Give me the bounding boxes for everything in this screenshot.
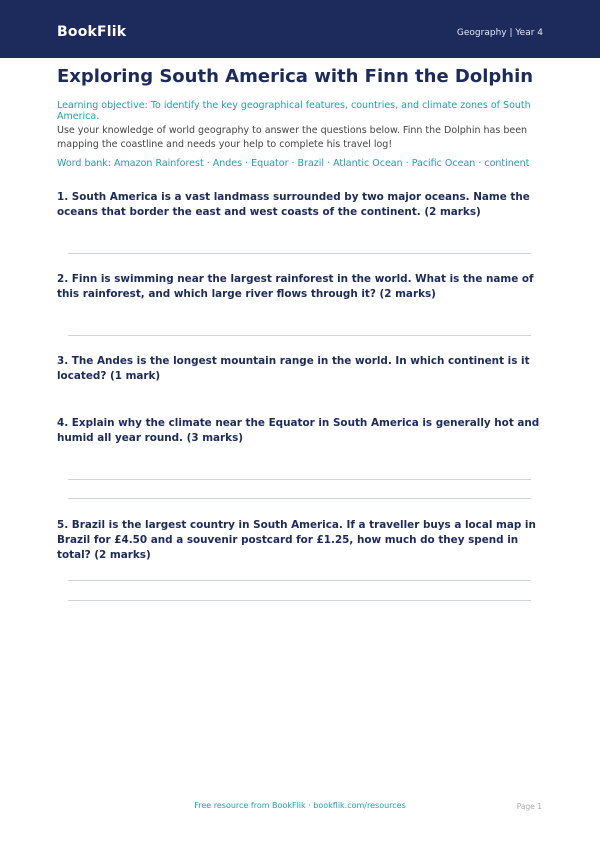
question-1: 1. South America is a vast landmass surrounded by two major oceans. Name the oceans that border the east and west coasts of the continent. (2 marks) — [57, 191, 530, 218]
answer-line[interactable] — [68, 498, 531, 499]
intro-text: Use your knowledge of world geography to answer the questions below. Finn the Dolphin has been mapping the coastline and needs your help to complete his travel log! — [57, 125, 528, 150]
question-3: 3. The Andes is the longest mountain range in the world. In which continent is it located? (1 mark) — [57, 355, 530, 382]
answer-line[interactable] — [68, 600, 531, 601]
answer-line[interactable] — [68, 580, 531, 581]
learning-objective: Learning objective: To identify the key geographical features, countries, and climate zones of South America. — [57, 100, 531, 122]
header-bar — [0, 0, 600, 58]
answer-line[interactable] — [68, 479, 531, 480]
subject-year-label: Geography | Year 4 — [456, 28, 543, 38]
word-bank: Word bank: Amazon Rainforest · Andes · Equator · Brazil · Atlantic Ocean · Pacific Ocean · continent — [57, 158, 530, 169]
page-number: Page 1 — [516, 802, 542, 811]
footer-resource-link[interactable]: Free resource from BookFlik · bookflik.com/resources — [194, 801, 406, 810]
answer-line[interactable] — [68, 335, 531, 336]
question-4: 4. Explain why the climate near the Equator in South America is generally hot and humid all year round. (3 marks) — [57, 417, 540, 444]
worksheet-title: Exploring South America with Finn the Dolphin — [57, 66, 534, 87]
question-2: 2. Finn is swimming near the largest rainforest in the world. What is the name of this rainforest, and which large river flows through it? (2 marks) — [57, 273, 534, 300]
question-5: 5. Brazil is the largest country in South America. If a traveller buys a local map in Brazil for £4.50 and a souvenir postcard for £1.25, how much do they spend in total? (2 marks) — [57, 519, 536, 561]
answer-line[interactable] — [68, 253, 531, 254]
brand-logo-text: BookFlik — [57, 24, 127, 40]
